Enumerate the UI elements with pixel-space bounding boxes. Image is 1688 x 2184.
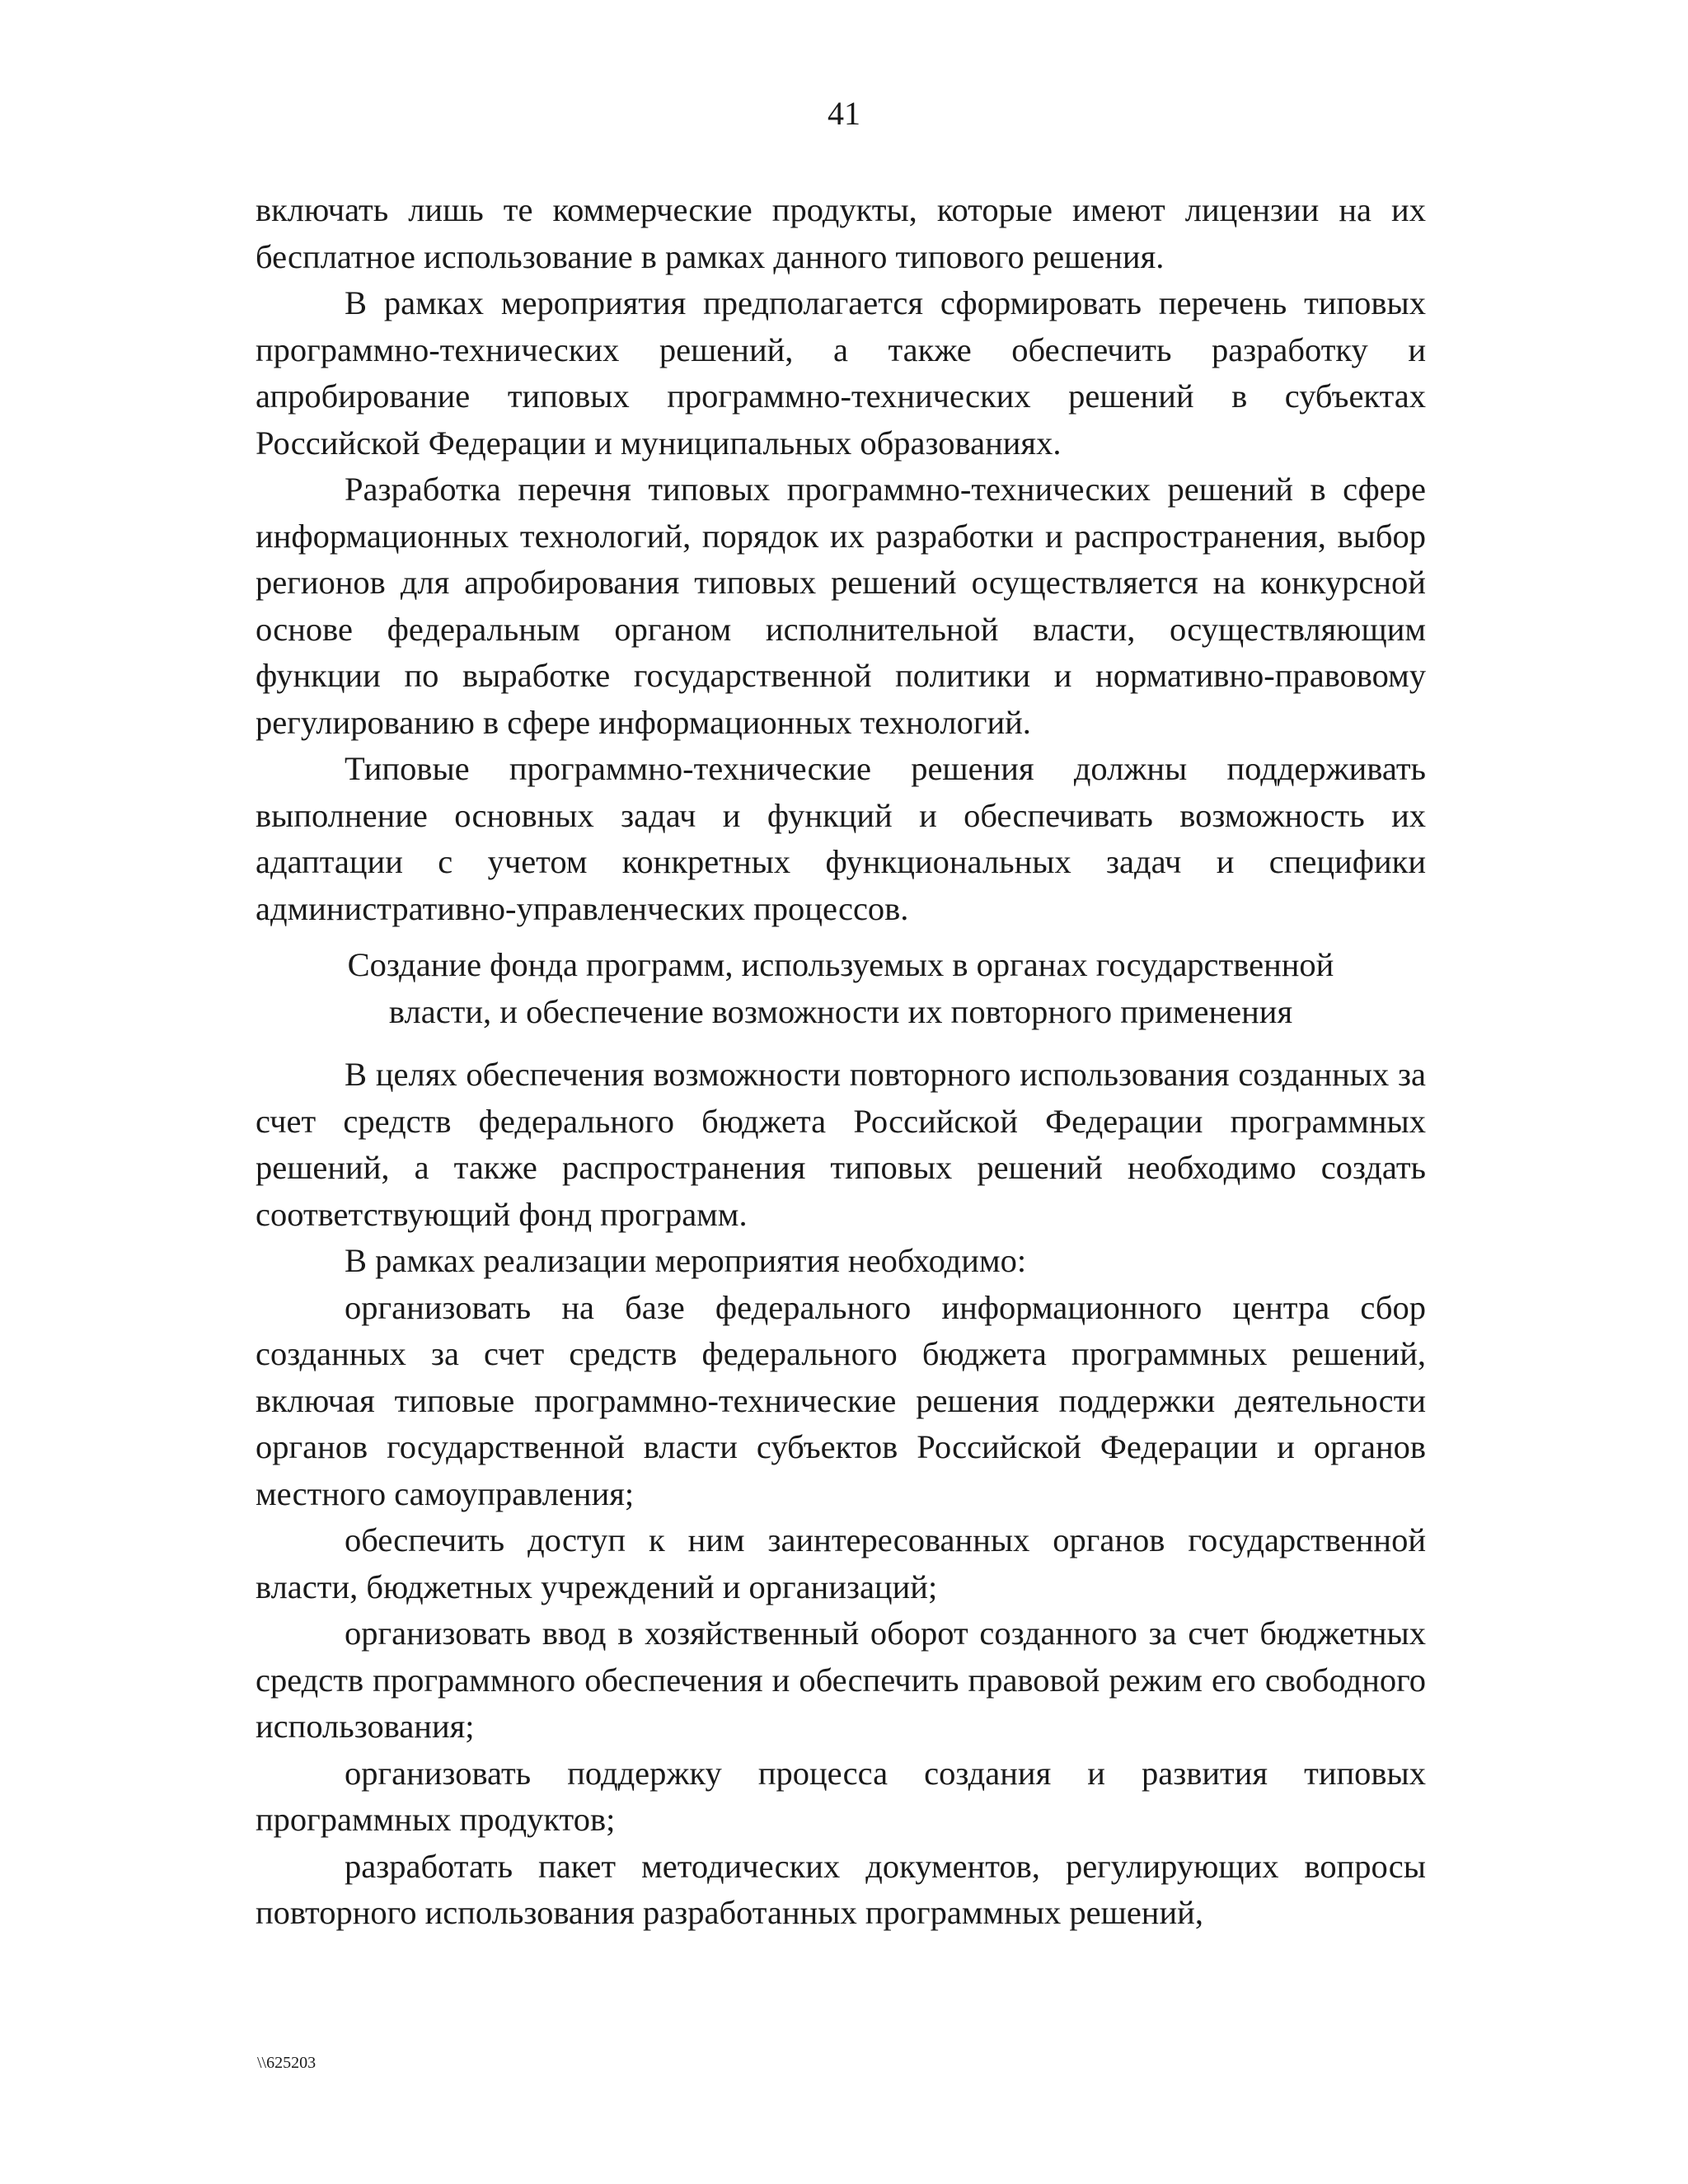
measure-item-collect-solutions: организовать на базе федерального информационного центра сбор созданных за счет средств федерального бюджета программных решений, включая типовые программно-технические решения поддержки деятельности органов государственной власти субъектов Российской Федерации и органов местного самоуправления; [256,1288,1426,1512]
paragraph-solution-requirements: Типовые программно-технические решения должны поддерживать выполнение основных задач и функций и обеспечивать возможность их адаптации с учетом конкретных функциональных задач и специфики административно-управленческих процессов. [256,750,1426,927]
measure-item-provide-access: обеспечить доступ к ним заинтересованных органов государственной власти, бюджетных учреждений и организаций; [256,1521,1426,1605]
section-heading-line-2: власти, и обеспечение возможности их повторного применения [388,992,1293,1030]
paragraph-continuation: включать лишь те коммерческие продукты, которые имеют лицензии на их бесплатное использование в рамках данного типового решения. [256,191,1426,275]
paragraph-measures-intro: В рамках реализации мероприятия необходимо: [345,1242,1027,1279]
measure-item-methodical-documents: разработать пакет методических документов, регулирующих вопросы повторного использования разработанных программных решений, [256,1847,1426,1931]
section-heading-line-1: Создание фонда программ, используемых в органах государственной [347,946,1334,983]
document-footer-code: \\625203 [257,2054,316,2072]
measure-item-economic-turnover: организовать ввод в хозяйственный оборот созданного за счет бюджетных средств программного обеспечения и обеспечить правовой режим его свободного использования; [256,1615,1426,1745]
paragraph-development-procedure: Разработка перечня типовых программно-технических решений в сфере информационных технологий, порядок их разработки и распространения, выбор регионов для апробирования типовых решений осуществляется на конкурсной основе федеральным органом исполнительной власти, осуществляющим функции по выработке государственной политики и нормативно-правовому регулированию в сфере информационных технологий. [256,471,1426,741]
measure-item-support-development: организовать поддержку процесса создания и развития типовых программных продуктов; [256,1754,1426,1838]
paragraph-typical-solutions-list: В рамках мероприятия предполагается сформировать перечень типовых программно-технических решений, а также обеспечить разработку и апробирование типовых программно-технических решений в субъектах Российской Федерации и муниципальных образованиях. [256,284,1426,462]
section-heading [256,942,1426,1035]
paragraph-fund-purpose: В целях обеспечения возможности повторного использования созданных за счет средств федерального бюджета Российской Федерации программных решений, а также распространения типовых решений необходимо создать соответствующий фонд программ. [256,1056,1426,1233]
page-content [256,187,1426,1937]
page-number: 41 [828,95,860,132]
